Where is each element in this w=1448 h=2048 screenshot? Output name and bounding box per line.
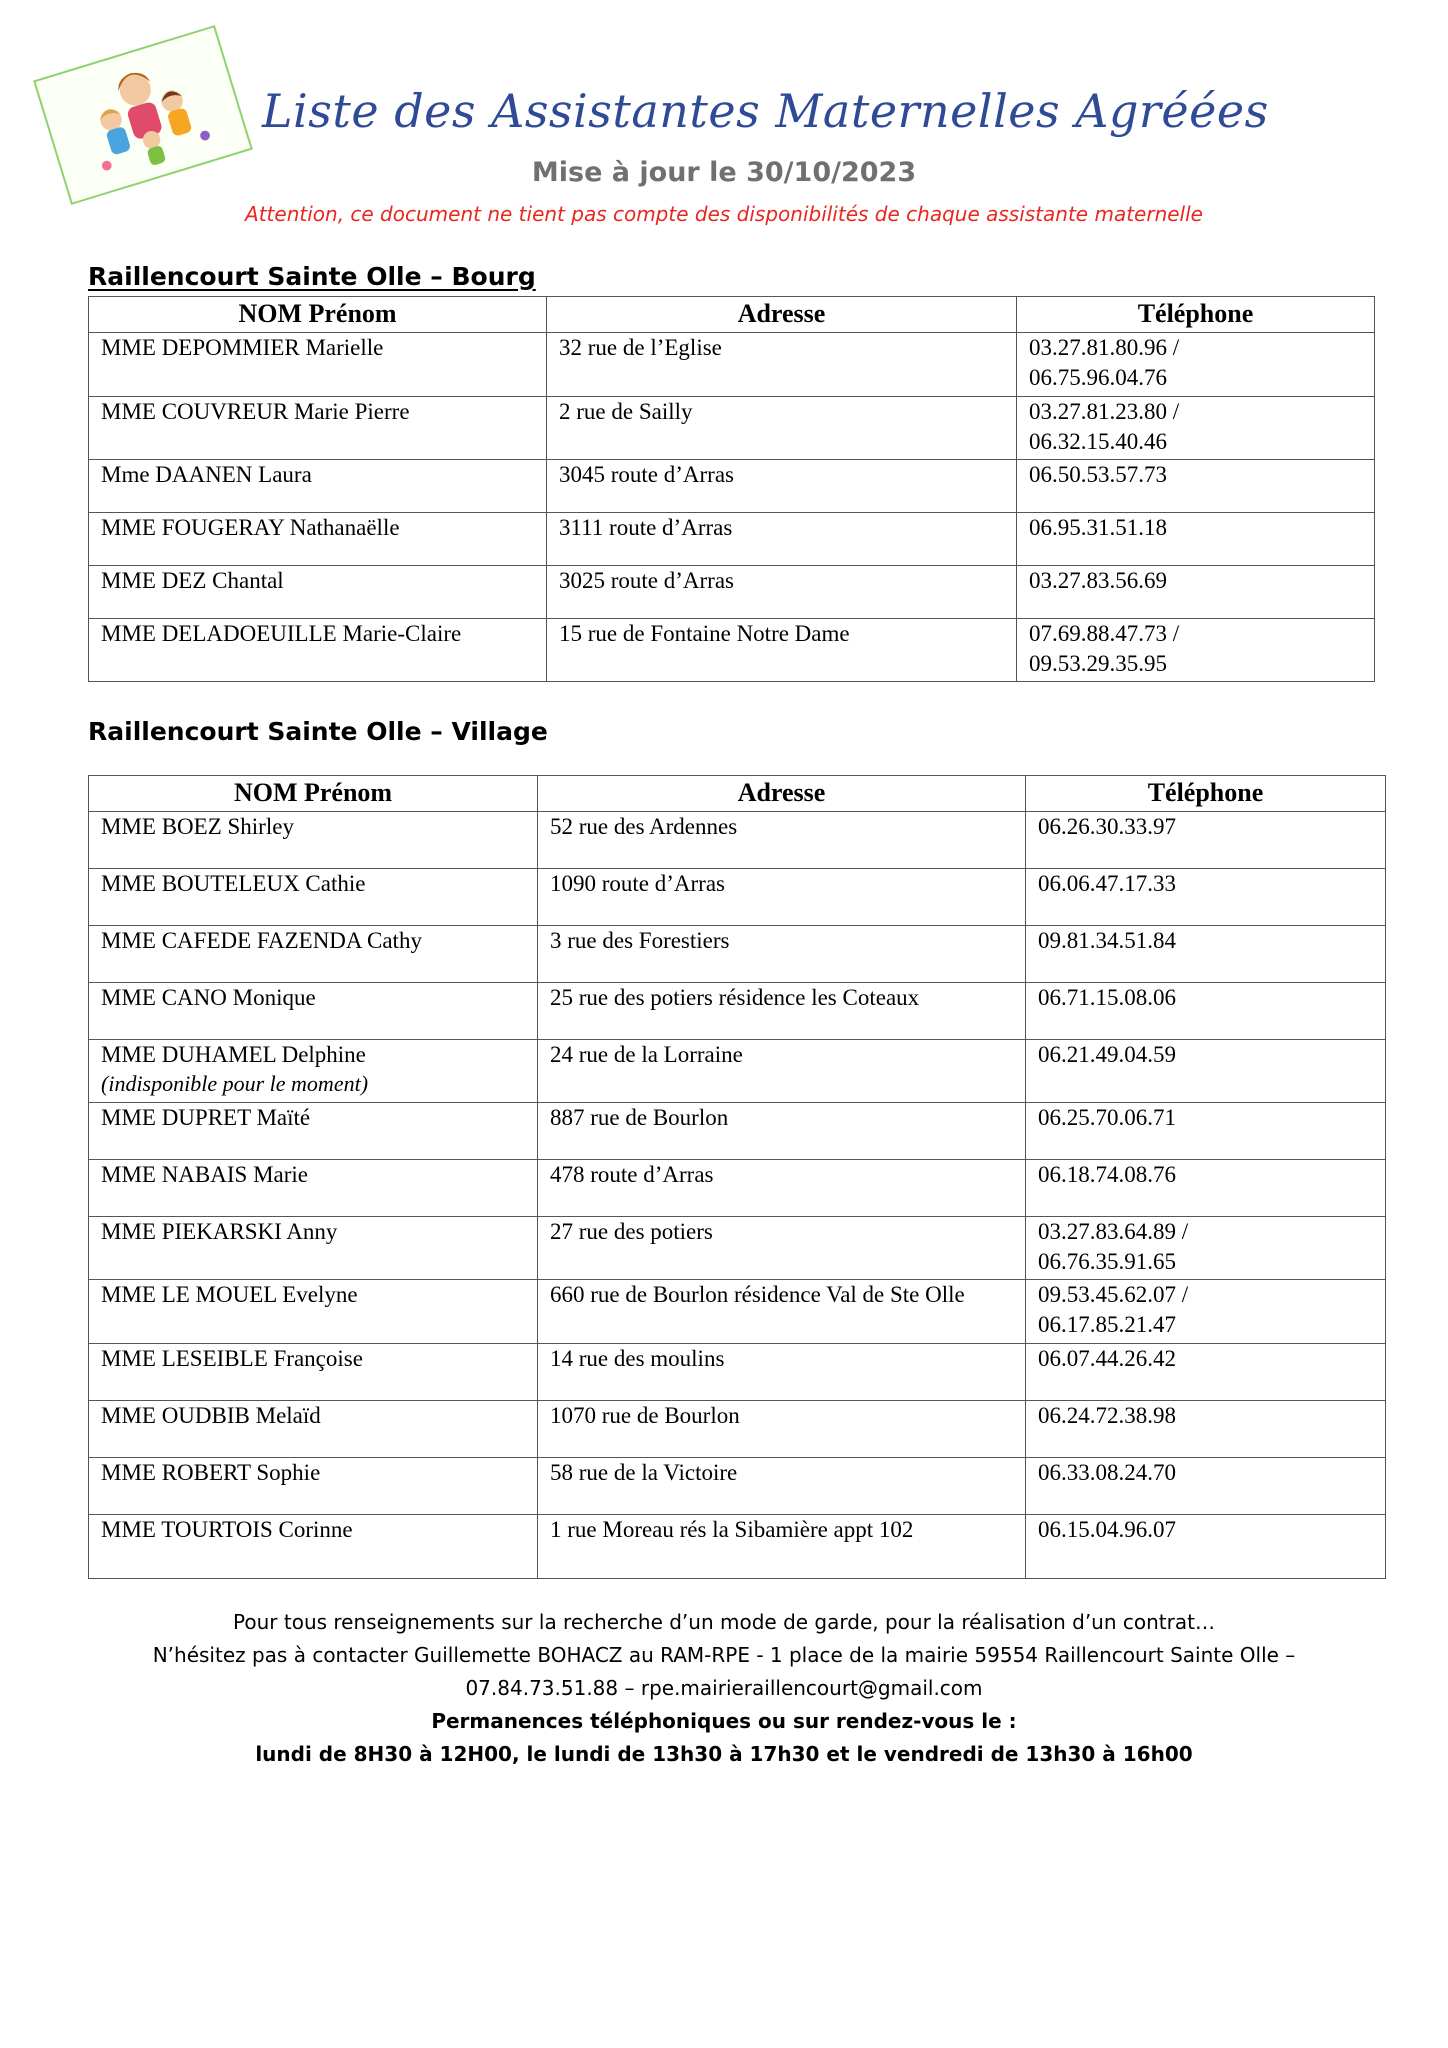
phone-cell	[1026, 1103, 1386, 1160]
availability-warning: Attention, ce document ne tient pas compte des disponibilités de chaque assistante maternelle	[245, 202, 1203, 226]
phone-number: 03.27.81.80.96 /	[1029, 335, 1180, 360]
phone-number: 06.71.15.08.06	[1038, 985, 1176, 1010]
village-table	[88, 775, 1386, 1579]
column-header-phone: Téléphone	[1017, 297, 1375, 333]
bourg-table	[88, 296, 1375, 682]
document-title: Liste des Assistantes Maternelles Agréées	[262, 84, 1269, 138]
footer-contact-line: N’hésitez pas à contacter Guillemette BOHACZ au RAM-RPE - 1 place de la mairie 59554 Raillencourt Sainte Olle –	[152, 1643, 1296, 1667]
table-row	[89, 460, 1375, 513]
name-text: MME DEZ Chantal	[101, 568, 284, 593]
phone-cell	[1026, 812, 1386, 869]
name-cell	[89, 333, 547, 397]
phone-number: 06.25.70.06.71	[1038, 1105, 1176, 1130]
phone-cell	[1026, 869, 1386, 926]
name-cell	[89, 983, 538, 1040]
phone-cell	[1017, 460, 1375, 513]
phone-cell	[1026, 1280, 1386, 1344]
table-row	[89, 1217, 1386, 1280]
phone-cell	[1017, 333, 1375, 397]
table-row	[89, 619, 1375, 682]
address-cell: 2 rue de Sailly	[547, 397, 1017, 460]
address-cell: 3 rue des Forestiers	[538, 926, 1026, 983]
table-row	[89, 397, 1375, 460]
name-cell	[89, 1458, 538, 1515]
name-text: MME DEPOMMIER Marielle	[101, 335, 384, 360]
phone-number: 06.15.04.96.07	[1038, 1517, 1176, 1542]
name-text: MME DUPRET Maïté	[101, 1105, 311, 1130]
table-row	[89, 1515, 1386, 1579]
column-header-name: NOM Prénom	[89, 297, 547, 333]
address-cell: 3025 route d’Arras	[547, 566, 1017, 619]
name-cell	[89, 1040, 538, 1103]
phone-cell	[1026, 926, 1386, 983]
table-row	[89, 926, 1386, 983]
address-cell: 3045 route d’Arras	[547, 460, 1017, 513]
footer-hours-heading: Permanences téléphoniques ou sur rendez-vous le :	[431, 1709, 1017, 1733]
phone-number: 03.27.83.56.69	[1029, 568, 1167, 593]
column-header-address: Adresse	[547, 297, 1017, 333]
table-row	[89, 1458, 1386, 1515]
availability-note: (indisponible pour le moment)	[101, 1071, 369, 1096]
table-row	[89, 812, 1386, 869]
name-cell	[89, 513, 547, 566]
phone-cell	[1026, 1344, 1386, 1401]
name-text: MME NABAIS Marie	[101, 1162, 308, 1187]
phone-cell	[1017, 566, 1375, 619]
address-cell: 887 rue de Bourlon	[538, 1103, 1026, 1160]
contact-footer	[0, 1606, 1448, 1771]
phone-number: 06.24.72.38.98	[1038, 1403, 1176, 1428]
phone-number: 06.50.53.57.73	[1029, 462, 1167, 487]
name-text: MME OUDBIB Melaïd	[101, 1403, 321, 1428]
address-cell: 1090 route d’Arras	[538, 869, 1026, 926]
column-header-phone: Téléphone	[1026, 776, 1386, 812]
table-row	[89, 1401, 1386, 1458]
section-title-bourg: Raillencourt Sainte Olle – Bourg	[88, 262, 536, 291]
footer-info-line: Pour tous renseignements sur la recherche d’un mode de garde, pour la réalisation d’un contrat…	[233, 1610, 1215, 1634]
name-text: MME CANO Monique	[101, 985, 316, 1010]
name-cell	[89, 812, 538, 869]
phone-cell	[1026, 983, 1386, 1040]
table-header-row	[89, 776, 1386, 812]
column-header-address: Adresse	[538, 776, 1026, 812]
phone-number: 06.18.74.08.76	[1038, 1162, 1176, 1187]
name-text: MME LESEIBLE Françoise	[101, 1346, 363, 1371]
phone-number: 09.81.34.51.84	[1038, 928, 1176, 953]
phone-cell	[1017, 397, 1375, 460]
name-text: MME ROBERT Sophie	[101, 1460, 321, 1485]
table-header-row	[89, 297, 1375, 333]
phone-number: 06.06.47.17.33	[1038, 871, 1176, 896]
phone-number-secondary: 06.75.96.04.76	[1029, 365, 1167, 390]
phone-cell	[1026, 1401, 1386, 1458]
phone-number: 07.69.88.47.73 /	[1029, 621, 1180, 646]
phone-number-secondary: 06.76.35.91.65	[1038, 1249, 1176, 1274]
name-cell	[89, 1401, 538, 1458]
phone-cell	[1026, 1458, 1386, 1515]
phone-number: 03.27.83.64.89 /	[1038, 1219, 1189, 1244]
address-cell: 15 rue de Fontaine Notre Dame	[547, 619, 1017, 682]
address-cell: 14 rue des moulins	[538, 1344, 1026, 1401]
phone-cell	[1026, 1515, 1386, 1579]
name-cell	[89, 619, 547, 682]
name-text: MME LE MOUEL Evelyne	[101, 1282, 358, 1307]
address-cell: 660 rue de Bourlon résidence Val de Ste Olle	[538, 1280, 1026, 1344]
phone-cell	[1026, 1217, 1386, 1280]
table-row	[89, 333, 1375, 397]
table-row	[89, 1040, 1386, 1103]
name-cell	[89, 926, 538, 983]
phone-number-secondary: 06.32.15.40.46	[1029, 429, 1167, 454]
footer-hours: lundi de 8H30 à 12H00, le lundi de 13h30 à 17h30 et le vendredi de 13h30 à 16h00	[255, 1742, 1193, 1766]
phone-number-secondary: 09.53.29.35.95	[1029, 651, 1167, 676]
address-cell: 3111 route d’Arras	[547, 513, 1017, 566]
name-cell	[89, 1515, 538, 1579]
phone-cell	[1026, 1160, 1386, 1217]
name-cell	[89, 869, 538, 926]
table-row	[89, 1280, 1386, 1344]
address-cell: 1070 rue de Bourlon	[538, 1401, 1026, 1458]
table-row	[89, 1160, 1386, 1217]
phone-number: 06.07.44.26.42	[1038, 1346, 1176, 1371]
table-row	[89, 566, 1375, 619]
name-text: MME BOEZ Shirley	[101, 814, 294, 839]
name-cell	[89, 460, 547, 513]
name-text: MME DELADOEUILLE Marie-Claire	[101, 621, 462, 646]
address-cell: 27 rue des potiers	[538, 1217, 1026, 1280]
phone-number: 06.21.49.04.59	[1038, 1042, 1176, 1067]
name-cell	[89, 1103, 538, 1160]
address-cell: 32 rue de l’Eglise	[547, 333, 1017, 397]
phone-cell	[1017, 619, 1375, 682]
name-text: MME TOURTOIS Corinne	[101, 1517, 353, 1542]
table-row	[89, 513, 1375, 566]
name-text: MME PIEKARSKI Anny	[101, 1219, 338, 1244]
name-cell	[89, 1344, 538, 1401]
name-text: MME DUHAMEL Delphine	[101, 1042, 366, 1067]
phone-number: 09.53.45.62.07 /	[1038, 1282, 1189, 1307]
address-cell: 52 rue des Ardennes	[538, 812, 1026, 869]
phone-cell	[1026, 1040, 1386, 1103]
table-row	[89, 983, 1386, 1040]
address-cell: 25 rue des potiers résidence les Coteaux	[538, 983, 1026, 1040]
name-text: MME CAFEDE FAZENDA Cathy	[101, 928, 422, 953]
name-text: MME FOUGERAY Nathanaëlle	[101, 515, 400, 540]
name-cell	[89, 1217, 538, 1280]
address-cell: 24 rue de la Lorraine	[538, 1040, 1026, 1103]
address-cell: 478 route d’Arras	[538, 1160, 1026, 1217]
name-text: MME BOUTELEUX Cathie	[101, 871, 366, 896]
document-header	[0, 0, 1448, 240]
footer-phone-email: 07.84.73.51.88 – rpe.mairieraillencourt@gmail.com	[465, 1676, 983, 1700]
name-cell	[89, 566, 547, 619]
phone-number: 06.95.31.51.18	[1029, 515, 1167, 540]
name-cell	[89, 397, 547, 460]
phone-cell	[1017, 513, 1375, 566]
column-header-name: NOM Prénom	[89, 776, 538, 812]
name-text: Mme DAANEN Laura	[101, 462, 312, 487]
phone-number: 06.26.30.33.97	[1038, 814, 1176, 839]
name-cell	[89, 1160, 538, 1217]
update-date: Mise à jour le 30/10/2023	[531, 157, 917, 188]
address-cell: 58 rue de la Victoire	[538, 1458, 1026, 1515]
name-text: MME COUVREUR Marie Pierre	[101, 399, 410, 424]
table-row	[89, 1103, 1386, 1160]
name-cell	[89, 1280, 538, 1344]
phone-number-secondary: 06.17.85.21.47	[1038, 1312, 1176, 1337]
phone-number: 03.27.81.23.80 /	[1029, 399, 1180, 424]
phone-number: 06.33.08.24.70	[1038, 1460, 1176, 1485]
table-row	[89, 869, 1386, 926]
address-cell: 1 rue Moreau rés la Sibamière appt 102	[538, 1515, 1026, 1579]
table-row	[89, 1344, 1386, 1401]
section-title-village: Raillencourt Sainte Olle – Village	[88, 717, 548, 746]
